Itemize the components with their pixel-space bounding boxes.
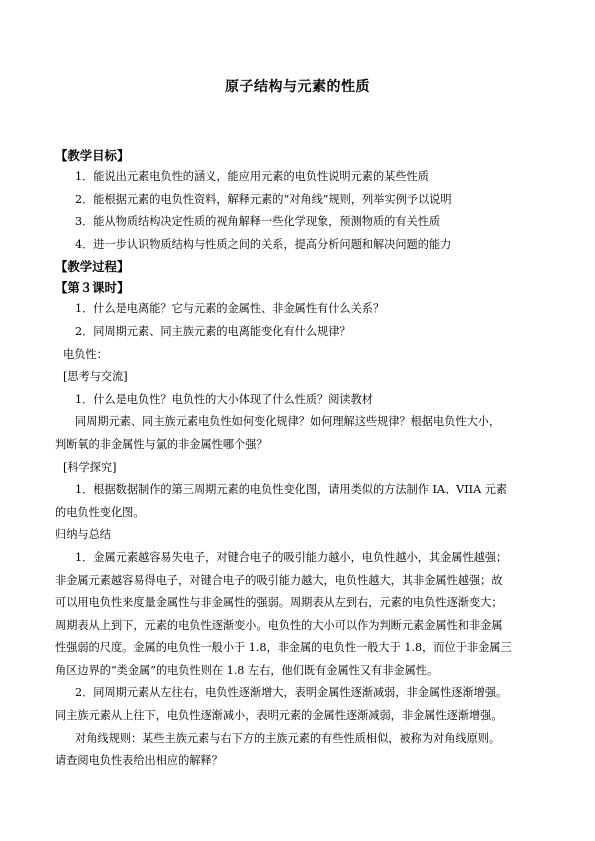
think-question: 同周期元素、同主族元素电负性如何变化规律？如何理解这些规律？根据电负性大小， <box>75 415 501 429</box>
objective-item: 3．能从物质结构决定性质的视角解释一些化学现象，预测物质的有关性质 <box>75 215 441 229</box>
document-title: 原子结构与元素的性质 <box>225 79 370 95</box>
summary-paragraph-line: 可以用电负性来度量金属性与非金属性的强弱。周期表从左到右，元素的电负性逐渐变大； <box>55 596 503 610</box>
objective-item: 4．进一步认识物质结构与性质之间的关系，提高分析问题和解决问题的能力 <box>75 237 452 251</box>
explore-task-continued: 的电负性变化图。 <box>55 505 145 519</box>
process-heading: 【教学过程】 <box>55 259 130 275</box>
explore-label: [科学探究] <box>63 460 117 474</box>
review-question: 1．什么是电离能？它与元素的金属性、非金属性有什么关系？ <box>75 302 385 316</box>
lesson-heading: 【第３课时】 <box>55 280 130 296</box>
diagonal-rule-question: 请查阅电负性表给出相应的解释？ <box>55 754 223 768</box>
objective-item: 1．能说出元素电负性的涵义，能应用元素的电负性说明元素的某些性质 <box>75 170 429 183</box>
summary-paragraph-line: 1．金属元素越容易失电子，对键合电子的吸引能力越小，电负性越小，其金属性越强； <box>75 550 508 564</box>
summary-paragraph-line: 同主族元素从上往下，电负性逐渐减小，表明元素的金属性逐渐减弱，非金属性逐渐增强。 <box>55 709 503 723</box>
document-body <box>55 145 545 773</box>
summary-paragraph-line: 角区边界的“类金属”的电负性则在 1.8 左右，他们既有金属性又有非金属性。 <box>55 663 439 677</box>
summary-paragraph-line: 性强弱的尺度。金属的电负性一般小于 1.8，非金属的电负性一般大于 1.8，而位于非金属三 <box>55 641 512 655</box>
summary-paragraph-line: 非金属元素越容易得电子，对键合电子的吸引能力越大，电负性越大，其非金属性越强；故 <box>55 573 503 587</box>
think-label: [思考与交流] <box>63 370 128 384</box>
review-question: 2．同周期元素、同主族元素的电离能变化有什么规律？ <box>75 324 351 338</box>
summary-paragraph-line: 2．同周期元素从左往右，电负性逐渐增大，表明金属性逐渐减弱，非金属性逐渐增强。 <box>75 686 508 700</box>
electronegativity-label: 电负性： <box>63 347 108 361</box>
explore-task: 1．根据数据制作的第三周期元素的电负性变化图，请用类似的方法制作 IA、VIIA 元素 <box>75 483 508 497</box>
think-question-continued: 判断氧的非金属性与氯的非金属性哪个强？ <box>55 437 268 451</box>
summary-paragraph-line: 周期表从上到下，元素的电负性逐渐变小。电负性的大小可以作为判断元素金属性和非金属 <box>55 618 503 632</box>
objective-item: 2．能根据元素的电负性资料，解释元素的“对角线”规则，列举实例予以说明 <box>75 192 452 206</box>
think-question: 1．什么是电负性？电负性的大小体现了什么性质？阅读教材 <box>75 392 373 406</box>
summary-label: 归纳与总结 <box>55 528 111 542</box>
diagonal-rule-text: 对角线规则：某些主族元素与右下方的主族元素的有些性质相似，被称为对角线原则。 <box>75 731 501 745</box>
objectives-heading: 【教学目标】 <box>55 148 130 163</box>
